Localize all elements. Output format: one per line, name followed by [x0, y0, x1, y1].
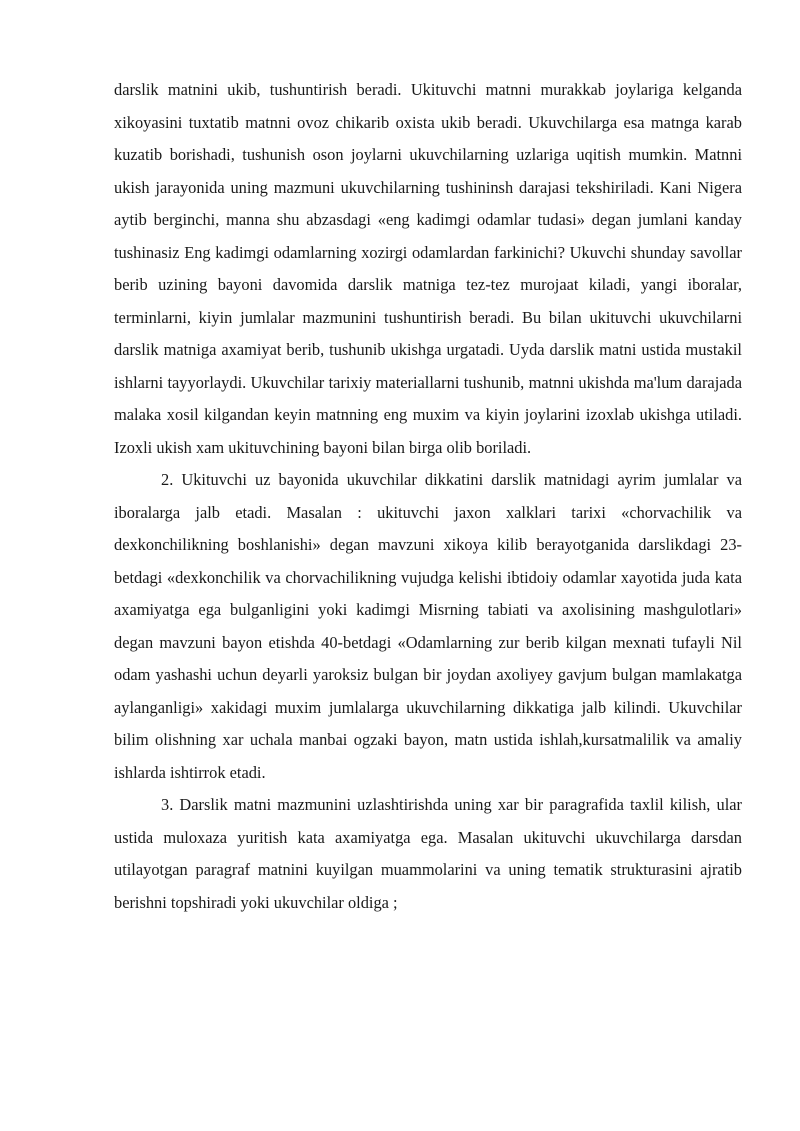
- document-page: [114, 74, 742, 919]
- paragraph-point-3: 3. Darslik matni mazmunini uzlashtirishda uning xar bir paragrafida taxlil kilish, ular ustida muloxaza yuritish kata axamiyatga ega. Masalan ukituvchi ukuvchilarga darsdan utilayotgan paragraf matnini kuyilgan muammolarini va uning tematik strukturasini ajratib berishni topshiradi yoki ukuvchilar oldiga ;: [114, 795, 742, 912]
- paragraph-point-2: 2. Ukituvchi uz bayonida ukuvchilar dikkatini darslik matnidagi ayrim jumlalar va iboralarga jalb etadi. Masalan : ukituvchi jaxon xalklari tarixi «chorvachilik va dexkonchilikning boshlanishi» degan mavzuni xikoya kilib berayotganida darslikdagi 23-betdagi «dexkonchilik va chorvachilikning vujudga kelishi ibtidoiy odamlar xayotida juda kata axamiyatga ega bulganligini yoki kadimgi Misrning tabiati va axolisining mashgulotlari» degan mavzuni bayon etishda 40-betdagi «Odamlarning zur berib kilgan mexnati tufayli Nil odam yashashi uchun deyarli yaroksiz bulgan bir joydan axoliyey gavjum bulgan mamlakatga aylanganligi» xakidagi muxim jumlalarga ukuvchilarning dikkatiga jalb kilindi. Ukuvchilar bilim olishning xar uchala manbai ogzaki bayon, matn ustida ishlah,kursatmalilik va amaliy ishlarda ishtirrok etadi.: [114, 470, 742, 782]
- paragraph-continuation: darslik matnini ukib, tushuntirish beradi. Ukituvchi matnni murakkab joylariga kelganda xikoyasini tuxtatib matnni ovoz chikarib oxista ukib beradi. Ukuvchilarga esa matnga karab kuzatib borishadi, tushunish oson joylarni ukuvchilarning uzlariga uqitish mumkin. Matnni ukish jarayonida uning mazmuni ukuvchilarning tushininsh darajasi tekshiriladi. Kani Nigera aytib berginchi, manna shu abzasdagi «eng kadimgi odamlar tudasi» degan jumlani kanday tushinasiz Eng kadimgi odamlarning xozirgi odamlardan farkinichi? Ukuvchi shunday savollar berib uzining bayoni davomida darslik matniga tez-tez murojaat kiladi, yangi iboralar, terminlarni, kiyin jumlalar mazmunini tushuntirish beradi. Bu bilan ukituvchi ukuvchilarni darslik matniga axamiyat berib, tushunib ukishga urgatadi. Uyda darslik matni ustida mustakil ishlarni tayyorlaydi. Ukuvchilar tarixiy materiallarni tushunib, matnni ukishda ma'lum darajada malaka xosil kilgandan keyin matnning eng muxim va kiyin joylarini izoxlab ukishga utiladi. Izoxli ukish xam ukituvchining bayoni bilan birga olib boriladi.: [114, 80, 742, 457]
